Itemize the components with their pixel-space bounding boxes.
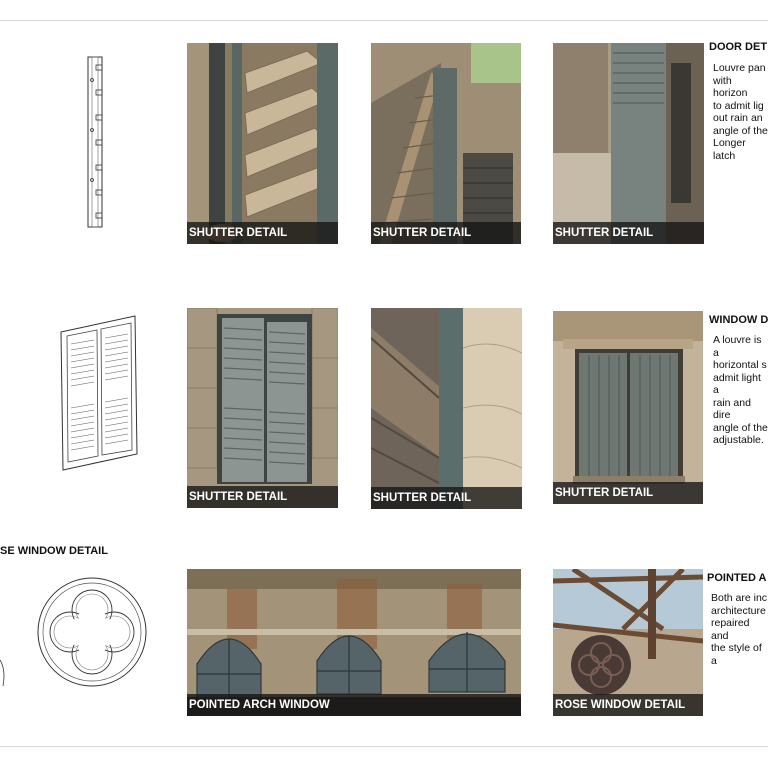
rose-window-detail-heading: SE WINDOW DETAIL xyxy=(0,545,108,557)
pointed-arch-heading: POINTED A xyxy=(707,572,767,584)
photo-caption: ROSE WINDOW DETAIL xyxy=(553,694,703,716)
top-divider xyxy=(0,20,768,21)
window-shutter-photo-3 xyxy=(553,311,703,504)
window-shutter-photo-1 xyxy=(187,308,338,508)
window-detail-heading: WINDOW D xyxy=(709,314,768,326)
partial-rose-drawing xyxy=(0,600,8,690)
door-shutter-photo-2 xyxy=(371,43,521,244)
photo-caption: SHUTTER DETAIL xyxy=(187,222,338,244)
door-detail-heading: DOOR DET xyxy=(709,41,768,53)
photo-caption: SHUTTER DETAIL xyxy=(187,486,338,508)
door-shutter-photo-3 xyxy=(553,43,704,244)
photo-caption: SHUTTER DETAIL xyxy=(371,222,521,244)
window-shutter-photo-2 xyxy=(371,308,522,509)
pointed-arch-description: Both are inc architecture repaired and the style of a xyxy=(711,592,768,667)
photo-caption: SHUTTER DETAIL xyxy=(371,487,522,509)
window-detail-description: A louvre is a horizontal s admit light a rain and dire angle of the adjustable. xyxy=(713,334,768,446)
photo-caption: POINTED ARCH WINDOW xyxy=(187,694,521,716)
pointed-arch-window-photo xyxy=(187,569,521,716)
latch-bar-drawing xyxy=(84,55,106,229)
photo-caption: SHUTTER DETAIL xyxy=(553,482,703,504)
door-shutter-photo-1 xyxy=(187,43,338,244)
rose-window-drawing xyxy=(36,576,148,688)
door-detail-description: Louvre pan with horizon to admit lig out rain an angle of the Longer latch xyxy=(713,62,768,162)
window-shutter-drawing xyxy=(57,314,139,472)
photo-caption: SHUTTER DETAIL xyxy=(553,222,704,244)
rose-window-photo xyxy=(553,569,703,716)
bottom-divider xyxy=(0,746,768,747)
